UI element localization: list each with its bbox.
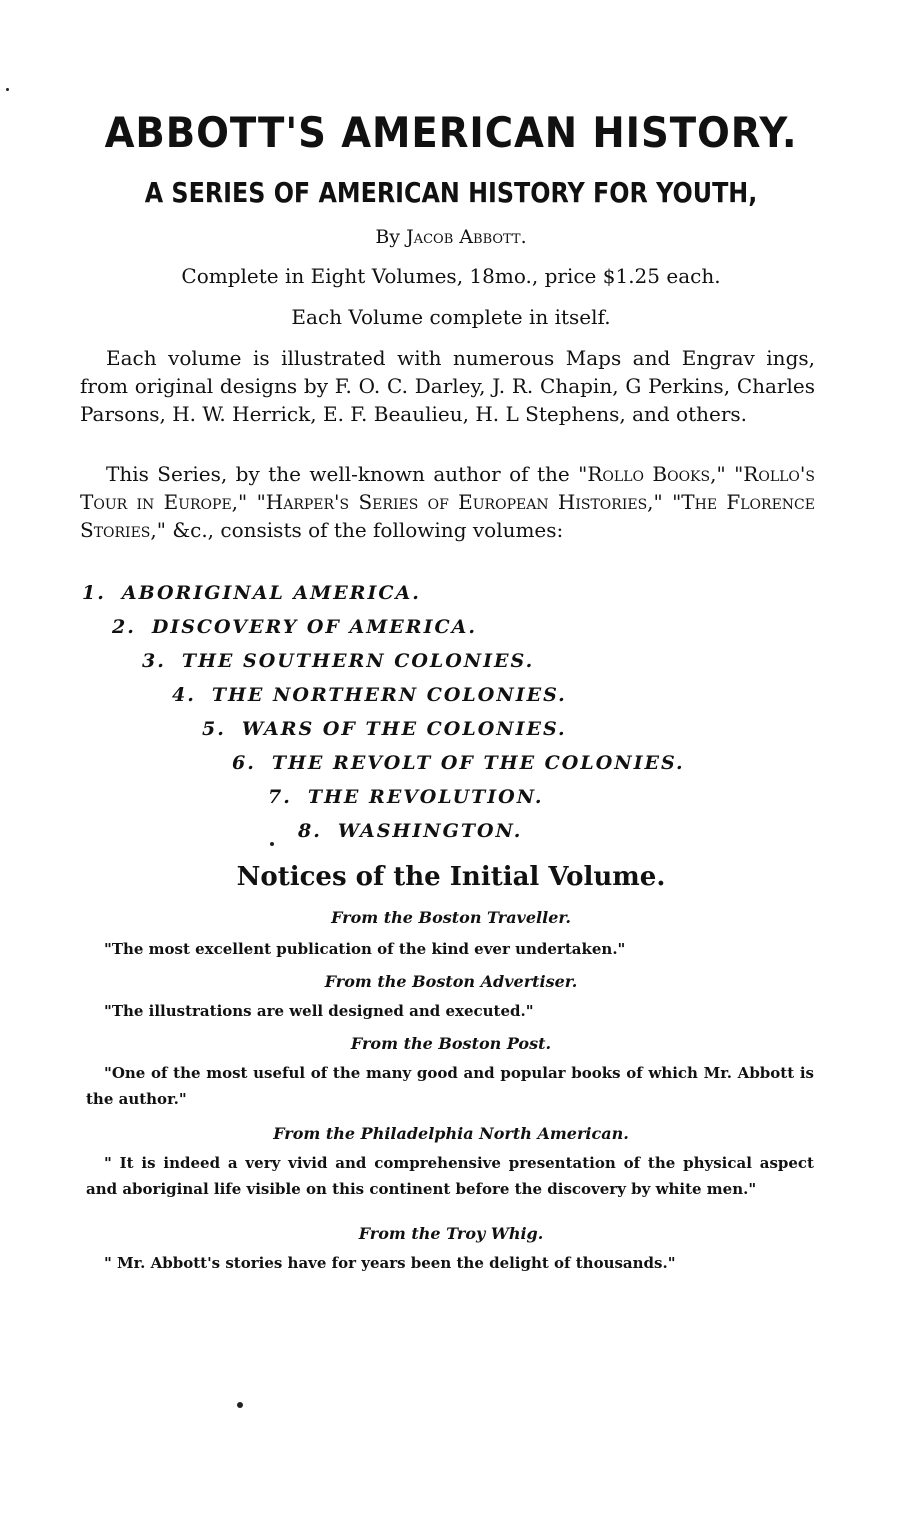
volume-title: THE SOUTHERN COLONIES.	[181, 650, 535, 672]
series-rollo-books: Rollo Books,	[587, 462, 717, 486]
notices-heading: Notices of the Initial Volume.	[236, 862, 666, 892]
notice-source: From the Troy Whig.	[358, 1224, 544, 1243]
price-line: Complete in Eight Volumes, 18mo., price $1.25 each.	[181, 264, 721, 288]
author-prefix: By	[375, 226, 401, 248]
volume-number: 4.	[172, 684, 196, 706]
notice-source: From the Boston Traveller.	[331, 908, 571, 927]
volume-title: THE REVOLT OF THE COLONIES.	[271, 752, 685, 774]
volume-item	[142, 650, 534, 672]
page-title: ABBOTT'S AMERICAN HISTORY.	[104, 108, 798, 157]
series-rollo-tour: Rollo's Tour in Europe,	[80, 462, 815, 514]
volume-title: WASHINGTON.	[337, 820, 523, 842]
volume-title: DISCOVERY OF AMERICA.	[151, 616, 477, 638]
volume-number: 8.	[298, 820, 322, 842]
volume-complete-line: Each Volume complete in itself.	[291, 305, 611, 329]
ink-speck	[270, 842, 274, 846]
volume-title: WARS OF THE COLONIES.	[241, 718, 567, 740]
volume-title: THE REVOLUTION.	[307, 786, 544, 808]
volume-number: 5.	[202, 718, 226, 740]
volume-number: 1.	[82, 582, 106, 604]
volume-item	[82, 582, 421, 604]
notice-source: From the Boston Post.	[350, 1034, 552, 1053]
volume-title: ABORIGINAL AMERICA.	[121, 582, 421, 604]
notice-quote: " It is indeed a very vivid and comprehensive presentation of the physical aspect and aboriginal life visible on this continent before the discovery by white men."	[86, 1154, 814, 1198]
volume-number: 3.	[142, 650, 166, 672]
volume-number: 6.	[232, 752, 256, 774]
series-tail: " &c., consists of the following volumes:	[156, 518, 564, 542]
volume-item	[172, 684, 567, 706]
volume-item	[112, 616, 477, 638]
notice-source: From the Boston Advertiser.	[324, 972, 578, 991]
volume-item	[268, 786, 544, 808]
notice-quote: "The most excellent publication of the kind ever undertaken."	[104, 940, 626, 958]
volume-item	[298, 820, 522, 842]
author-line	[40, 226, 862, 248]
illustrations-paragraph: Each volume is illustrated with numerous Maps and Engrav ings, from original designs by F. O. C. Darley, J. R. Chapin, G Perkins, Charles Parsons, H. W. Herrick, E. F. Beaulieu, H. L Stephens, and others.	[80, 346, 815, 426]
volume-number: 7.	[268, 786, 292, 808]
volume-title: THE NORTHERN COLONIES.	[211, 684, 567, 706]
author-name: Jacob Abbott.	[406, 226, 527, 248]
notice-quote: " Mr. Abbott's stories have for years been the delight of thousands."	[104, 1254, 676, 1272]
ink-speck	[237, 1402, 243, 1408]
volume-item	[202, 718, 567, 740]
series-paragraph	[80, 460, 815, 544]
series-subtitle: A SERIES OF AMERICAN HISTORY FOR YOUTH,	[144, 176, 758, 209]
series-quote-sep: " "	[716, 462, 744, 486]
notice-quote: "One of the most useful of the many good and popular books of which Mr. Abbott is the author."	[86, 1064, 814, 1108]
notice-quote: "The illustrations are well designed and executed."	[104, 1002, 534, 1020]
volume-item	[232, 752, 685, 774]
series-florence: The Florence Stories,	[80, 490, 815, 542]
volume-number: 2.	[112, 616, 136, 638]
notice-source: From the Philadelphia North American.	[273, 1124, 629, 1143]
series-quote-sep: " "	[653, 490, 682, 514]
series-intro: This Series, by the well-known author of the "	[106, 462, 588, 486]
ink-speck	[6, 88, 9, 91]
series-quote-sep: " "	[238, 490, 266, 514]
series-harpers: Harper's Series of European Histories,	[265, 490, 654, 514]
